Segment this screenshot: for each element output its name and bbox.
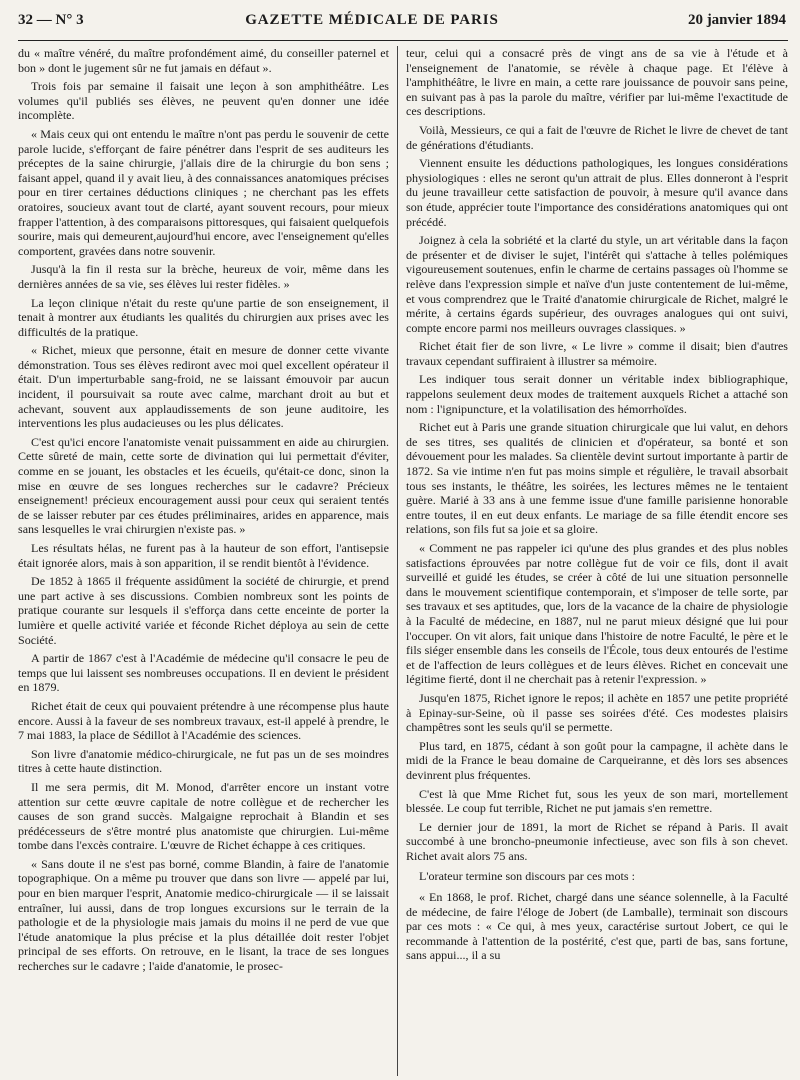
paragraph: Son livre d'anatomie médico-chirurgicale, ne fut pas un de ses moindres titres à cette haute distinction. (18, 746, 389, 776)
paragraph: « Sans doute il ne s'est pas borné, comme Blandin, à faire de l'anatomie topographique. On a même pu trouver que dans son livre — appelé par lui, pour en bien marquer l'esprit, Anatomie medico-chirurgicale — il se laissait entraîner, lui aussi, dans de trop longues excursions sur le terrain de la pathologie et de la physiologie mais jamais du moins il ne perd de vue que l'étude anatomique la plus précise et la plus détaillée doit rester l'objet principal de ses efforts. On retrouve, en le lisant, la trace de ses longues recherches sur le cadavre ; l'aide d'anatomie, le prosec- (18, 856, 389, 974)
paragraph: La leçon clinique n'était du reste qu'une partie de son enseignement, il tenait à montrer aux étudiants les qualités du chirurgien aux prises avec les difficultés de la pratique. (18, 295, 389, 339)
paragraph: Plus tard, en 1875, cédant à son goût pour la campagne, il achète dans le midi de la France le beau domaine de Carqueiranne, et dès lors ses absences devinrent plus fréquentes. (406, 738, 788, 782)
paragraph: Richet eut à Paris une grande situation chirurgicale que lui valut, en dehors de ses titres, ses qualités de clinicien et d'opérateur, sa bonté et son dévouement pour les malades. Sa clientèle devint surtout importante à partir de 1872. Sa vie intime n'en fut pas moins simple et régulière, le travail absorbait tous ses instants, le théâtre, les soirées, les lectures mêmes ne le tentaient guère. Marié à 33 ans à une femme issue d'une famille parisienne honorable entre toutes, il en eut deux enfants. Le mariage de sa fille étendit encore ses relations, son fils fut sa joie et sa gloire. (406, 420, 788, 537)
column-divider (397, 46, 398, 1076)
paragraph: Richet était de ceux qui pouvaient prétendre à une récompense plus haute encore. Aussi à la faveur de ses nombreux travaux, est-il appelé à prendre, le 7 mai 1883, la place de Sédillot à l'Académie des sciences. (18, 698, 389, 743)
paragraph: Viennent ensuite les déductions pathologiques, les longues considérations physiologiques : elles ne seront qu'un attrait de plus. Elles donneront à l'esprit du jeune travailleur cette satisfaction de pouvoir, à mesure qu'il avance dans son étude, apprécier toute l'importance des considérations anatomiques qui ont précédé. (406, 156, 788, 229)
paragraph: Jusqu'en 1875, Richet ignore le repos; il achète en 1857 une petite propriété à Epinay-sur-Seine, où il passe ses soirées d'été. Ces modestes plaisirs champêtres sont les seuls qu'il se permette. (406, 690, 788, 735)
header-rule (18, 40, 788, 41)
paragraph: « En 1868, le prof. Richet, chargé dans une séance solennelle, à la Faculté de médecine, de faire l'éloge de Jobert (de Lamballe), terminait son discours par ces mots : « Ce qui, à mes yeux, caractérise surtout Jobert, ce qui le recommande à l'attention de la postérité, c'est que, parti de bas, sans fortune, sans appui..., il a su (406, 890, 788, 963)
right-column (406, 46, 788, 1076)
left-column (18, 46, 389, 1076)
paragraph: Il me sera permis, dit M. Monod, d'arrêter encore un instant votre attention sur cette œuvre capitale de notre collègue et de rechercher les causes de son grand succès. Malgaigne reprochait à Blandin et ses prédécesseurs de s'être montré plus anatomiste que chirurgien. Lui-même tombe dans l'excès contraire. L'œuvre de Richet échappe à ces critiques. (18, 779, 389, 853)
page-number: 32 — N° 3 (18, 12, 84, 28)
paragraph: Joignez à cela la sobriété et la clarté du style, un art véritable dans la façon de présenter et de diviser le sujet, l'intérêt qui s'attache à telles polémiques vigoureusement soutenues, enfin le charme de certains passages où l'homme se relève dans l'expression simple et naïve d'un juste contentement de lui-même, et vous comprendrez que le Traité d'anatomie chirurgicale de Richet, malgré le mérite, à certains égards supérieur, des ouvrages analogues qui ont suivi, compte encore parmi nos meilleurs ouvrages classiques. » (406, 233, 788, 335)
paragraph: du « maître vénéré, du maître profondément aimé, du conseiller paternel et bon » dont le jugement sûr ne fut jamais en défaut ». (18, 46, 389, 75)
paragraph: Le dernier jour de 1891, la mort de Richet se répand à Paris. Il avait succombé à une broncho-pneumonie infectieuse, avec son fils à son chevet. Richet avait alors 75 ans. (406, 819, 788, 863)
paragraph: L'orateur termine son discours par ces mots : (419, 869, 635, 884)
paragraph: De 1852 à 1865 il fréquente assidûment la société de chirurgie, et prend une part active à ses discussions. Combien nombreux sont les points de pratique courante sur lesquels il s'efforça dans cette enceinte de porter la lumière et quelle activité variée et féconde Richet déploya au sein de cette Société. (18, 574, 389, 647)
paragraph: A partir de 1867 c'est à l'Académie de médecine qu'il consacre le peu de temps que lui laissent ses nombreuses occupations. Il en devient le président en 1879. (18, 651, 389, 695)
paragraph: Les résultats hélas, ne furent pas à la hauteur de son effort, l'antisepsie était ignorée alors, mais à son apparition, il se rendit bientôt à l'évidence. (18, 541, 389, 570)
paragraph: « Comment ne pas rappeler ici qu'une des plus grandes et des plus nobles satisfactions éprouvées par notre collègue fut de voir ce fils, dont il avait surveillé et guidé les études, se créer à côté de lui une situation personnelle dans le mouvement scientifique contemporain, et s'imposer de telle sorte, par ses travaux et ses aptitudes, que, lors de la vacance de la chaire de physiologie à la Faculté de médecine, en 1887, nul ne parut mieux désigné que lui pour l'occuper. On vit alors, fait unique dans l'histoire de notre Faculté, le père et le fils siéger ensemble dans les conseils de l'École, tous deux entourés de l'estime et de l'affection de leurs collègues et de leurs élèves. Richet en concevait une légitime fierté, dont il ne cherchait pas à retenir l'expression. » (406, 541, 788, 687)
paragraph: Les indiquer tous serait donner un véritable index bibliographique, rappelons seulement deux modes de traitement auxquels Richet a attaché son nom : l'ignipuncture, et la volatilisation des hémorrhoïdes. (406, 372, 788, 416)
issue-date: 20 janvier 1894 (687, 12, 786, 28)
paragraph: teur, celui qui a consacré près de vingt ans de sa vie à l'étude et à l'enseignement de l'anatomie, se révèle à chaque page. Et l'élève à l'amphithéâtre, le livre en main, a cette rare jouissance de pouvoir sans peine, en suivant pas à pas la parole du maître, vérifier par lui-même l'exactitude de ces descriptions. (406, 46, 788, 119)
paragraph: « Richet, mieux que personne, était en mesure de donner cette vivante démonstration. Tous ses élèves rediront avec moi quel excellent opérateur il était. D'un imperturbable sang-froid, ne se laissant émouvoir par aucun incident, il poursuivait sa route avec calme, marchant droit au but et achevant, souvent aux applaudissements de son jeune auditoire, les interventions les plus audacieuses ou les plus délicates. (18, 343, 389, 431)
page-header (18, 12, 786, 36)
paragraph: Jusqu'à la fin il resta sur la brèche, heureux de voir, même dans les dernières années de sa vie, ses élèves lui rester fidèles. » (18, 262, 389, 291)
paragraph: Trois fois par semaine il faisait une leçon à son amphithéâtre. Les volumes qu'il publiés ses élèves, ne peuvent qu'en donner une idée incomplète. (18, 79, 389, 123)
paragraph: Voilà, Messieurs, ce qui a fait de l'œuvre de Richet le livre de chevet de tant de générations d'étudiants. (406, 122, 788, 152)
paragraph: C'est qu'ici encore l'anatomiste venait puissamment en aide au chirurgien. Cette sûreté de main, cette sorte de divination qui lui permettait d'éviter, comme en se jouant, les obstacles et les écueils, qu'était-ce donc, sinon la mise en œuvre de ses longues recherches sur le cadavre? Précieux enseignement! précieux encouragement aussi pour ceux qui seraient tentés de se laisser rebuter par ces études préliminaires, arides en apparence, mais sans lesquelles le vrai chirurgien n'existe pas. » (18, 434, 389, 537)
journal-title: GAZETTE MÉDICALE DE PARIS (245, 12, 499, 28)
paragraph: C'est là que Mme Richet fut, sous les yeux de son mari, mortellement blessée. Le coup fut terrible, Richet ne put jamais s'en remettre. (406, 786, 788, 816)
paragraph: Richet était fier de son livre, « Le livre » comme il disait; bien d'autres travaux cependant suffiraient à illustrer sa mémoire. (406, 339, 788, 368)
paragraph: « Mais ceux qui ont entendu le maître n'ont pas perdu le souvenir de cette parole lucide, s'efforçant de faire pénétrer dans l'esprit de ses auditeurs les préceptes de la saine chirurgie, j'allais dire de la chirurgie du bon sens ; faisant appel, quand il y avait lieu, à des connaissances anatomiques précises pour en tirer certaines déductions cliniques ; ne cherchant pas les effets oratoires, soucieux avant tout de clarté, ayant souvent recours, pour mieux frapper l'attention, à des comparaisons pittoresques, qui faisaient quelquefois sourire, mais qui demeurent,aujourd'hui encore, avec l'enseignement qu'elles comportent, gravées dans notre souvenir. (18, 126, 389, 258)
